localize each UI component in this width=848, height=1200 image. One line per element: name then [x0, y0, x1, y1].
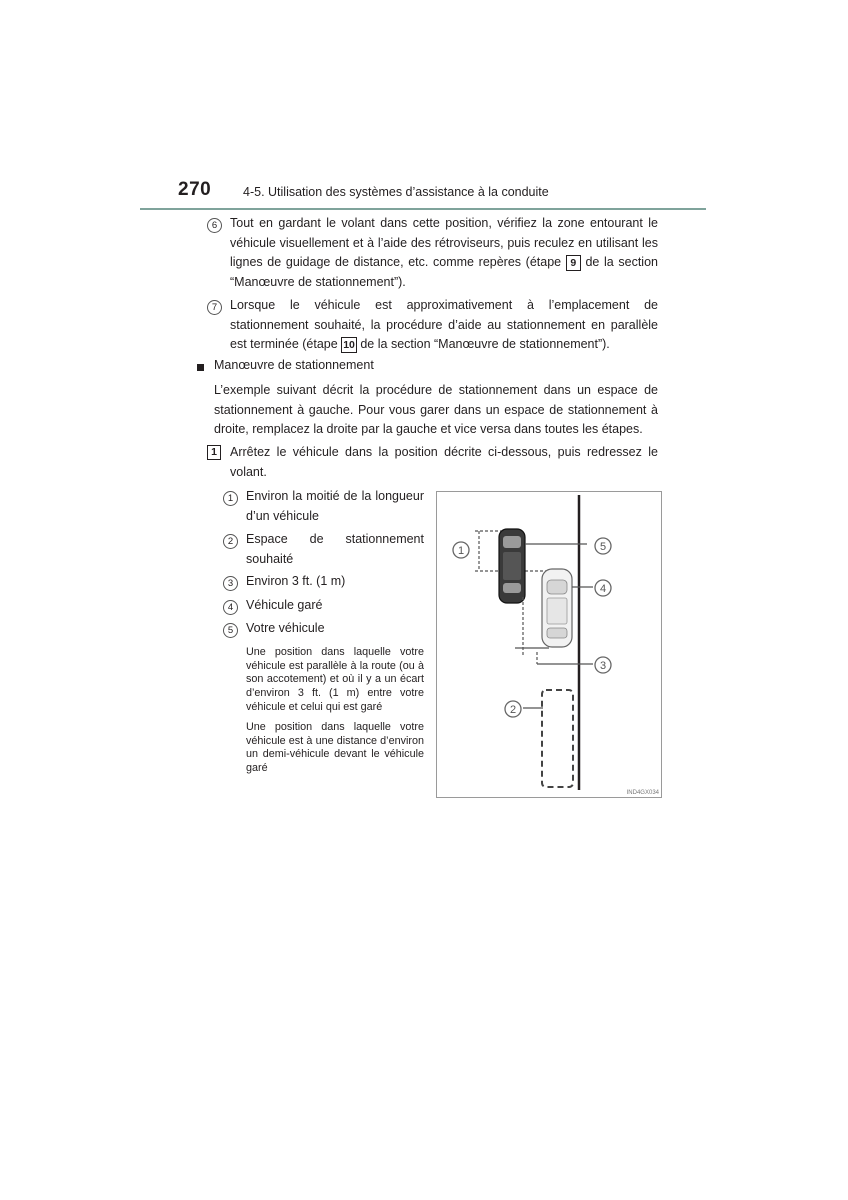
step-7-marker: 7: [207, 298, 222, 316]
parking-diagram: [436, 491, 662, 798]
note-position-parallel: Une position dans laquelle votre véhicule est parallèle à la route (ou à son accotement) et où il y a un écart d’environ 3 ft. (1 m) entre votre véhicule et celui qui est garé: [246, 646, 424, 713]
legend-text-4: Véhicule garé: [246, 598, 323, 612]
note-position-half-vehicle: Une position dans laquelle votre véhicule est à une distance d’environ un demi-véhicule devant le véhicule garé: [246, 721, 424, 775]
legend-marker-4: 4: [223, 598, 238, 616]
header-divider: [140, 208, 706, 210]
legend-text-1: Environ la moitié de la longueur d’un véhicule: [246, 489, 424, 523]
callout-1: [453, 542, 469, 558]
svg-text:4: 4: [599, 583, 607, 595]
legend-marker-5: 5: [223, 621, 238, 639]
callout-4: [595, 580, 611, 596]
step-7-text-after: de la section “Manœuvre de stationnement”).: [360, 337, 610, 351]
step-1-marker: 1: [207, 445, 221, 460]
legend-marker-2: 2: [223, 532, 238, 550]
step-6-text-before: Tout en gardant le volant dans cette position, vérifiez la zone entourant le véhicule visuellement et à l’aide des rétroviseurs, puis reculez en utilisant les lignes de guidage de distance, etc. comme repères (étape: [230, 216, 658, 269]
legend-marker-1: 1: [223, 489, 238, 507]
callout-3: [595, 657, 611, 673]
callout-5: [595, 538, 611, 554]
svg-text:5: 5: [599, 541, 607, 553]
legend-text-2: Espace de stationnement souhaité: [246, 532, 424, 566]
step-ref-9: 9: [566, 255, 581, 271]
subsection-heading: Manœuvre de stationnement: [214, 358, 374, 372]
legend-text-3: Environ 3 ft. (1 m): [246, 574, 346, 588]
parking-diagram-svg: [437, 492, 663, 799]
page-number: 270: [178, 179, 212, 200]
legend-text-5: Votre véhicule: [246, 621, 325, 635]
step-6-text-after: de la section “Manœuvre de stationnement”).: [230, 255, 658, 289]
desired-parking-space: [542, 690, 573, 787]
subsection-intro: L’exemple suivant décrit la procédure de stationnement dans un espace de stationnement à gauche. Pour vous garer dans un espace de stationnement à droite, remplacez la droite par la gauche et vice versa dans toutes les étapes.: [214, 383, 658, 436]
legend-marker-3: 3: [223, 574, 238, 592]
step-1-text: Arrêtez le véhicule dans la position décrite ci-dessous, puis redressez le volant.: [230, 445, 658, 479]
section-bullet-icon: [197, 364, 204, 371]
step-7-text: [230, 296, 658, 355]
svg-text:3: 3: [599, 660, 607, 672]
callout-2: [505, 701, 521, 717]
your-vehicle-icon: [499, 529, 525, 603]
step-6-marker: 6: [207, 216, 222, 234]
parked-vehicle-icon: [542, 569, 572, 647]
step-7-text-before: Lorsque le véhicule est approximativement à l’emplacement de stationnement souhaité, la procédure d’aide au stationnement en parallèle est terminée (étape: [230, 298, 658, 351]
svg-text:1: 1: [457, 545, 465, 557]
step-6-text: [230, 214, 658, 292]
svg-text:2: 2: [509, 704, 517, 716]
section-title: 4-5. Utilisation des systèmes d’assistance à la conduite: [243, 185, 549, 199]
diagram-code: IND4GX034: [626, 790, 659, 796]
step-ref-10: 10: [343, 339, 355, 351]
